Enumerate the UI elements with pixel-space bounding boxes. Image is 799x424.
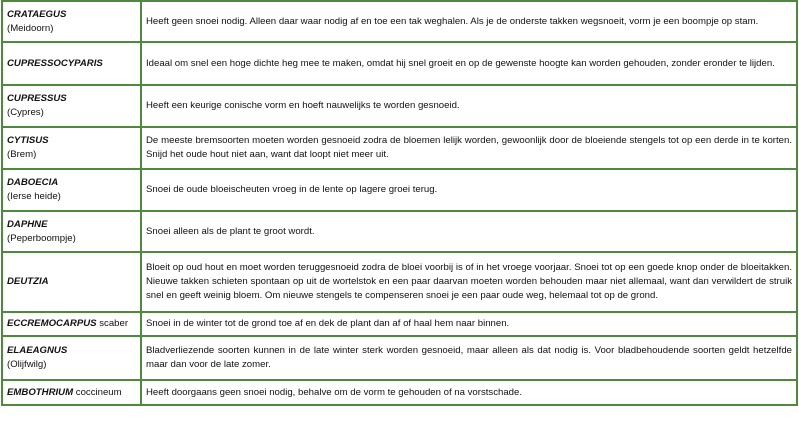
genus-name: ECCREMOCARPUS (7, 318, 97, 329)
table-row (2, 127, 797, 169)
pruning-table-body (2, 1, 797, 405)
genus-name: EMBOTHRIUM (7, 386, 74, 398)
table-row (2, 85, 797, 127)
pruning-description: Snoei in de winter tot de grond toe af en dek de plant dan af of haal hem naar binnen. (141, 312, 797, 336)
genus-name: CYTISUS (7, 135, 49, 146)
plant-name-cell (2, 169, 141, 211)
plant-name-cell (2, 211, 141, 252)
plant-name-cell (2, 312, 141, 336)
plant-name-cell (2, 336, 141, 380)
plant-name-cell (2, 252, 141, 312)
genus-name: DABOECIA (7, 177, 59, 188)
table-row (2, 42, 797, 85)
pruning-description: De meeste bremsoorten moeten worden gesnoeid zodra de bloemen lelijk worden, gewoonlijk door de bloeiende stengels tot op een derde in te korten. Snijd het oude hout niet aan, want dat loopt niet meer uit. (141, 127, 797, 169)
plant-name-cell (2, 85, 141, 127)
pruning-description: Heeft doorgaans geen snoei nodig, behalve om de vorm te gehouden of na vorstschade. (141, 380, 797, 405)
common-name: (Brem) (7, 149, 37, 160)
genus-name: CRATAEGUS (7, 8, 67, 20)
pruning-description: Snoei alleen als de plant te groot wordt. (141, 211, 797, 252)
table-row (2, 252, 797, 312)
table-row (2, 336, 797, 380)
common-name: (Olijfwilg) (7, 359, 47, 370)
species-epithet: scaber (99, 318, 129, 329)
common-name: (Peperboompje) (7, 232, 76, 244)
pruning-description: Heeft een keurige conische vorm en hoeft nauwelijks te worden gesnoeid. (141, 85, 797, 127)
pruning-description: Bladverliezende soorten kunnen in de late winter sterk worden gesnoeid, maar alleen als dat nodig is. Voor bladbehoudende soorten geldt hetzelfde maar dan voor de late zomer. (141, 336, 797, 380)
pruning-description: Snoei de oude bloeischeuten vroeg in de lente op lagere groei terug. (141, 169, 797, 211)
pruning-description: Heeft geen snoei nodig. Alleen daar waar nodig af en toe een tak weghalen. Als je de onderste takken wegsnoeit, vorm je een boompje op stam. (141, 1, 797, 42)
table-row (2, 380, 797, 405)
pruning-description: Bloeit op oud hout en moet worden teruggesnoeid zodra de bloei voorbij is of in het vroege voorjaar. Snoei tot op een goede knop onder de bloeitakken. Nieuwe takken schieten spontaan op uit de wortelstok en een paar daarvan moeten worden behouden maar niet allemaal, want dan verwildert de struik snel en geeft weinig bloem. Om nieuwe stengels te compenseren snoei je een paar oude weg, helemaal tot op de grond. (141, 252, 797, 312)
genus-name: DEUTZIA (7, 276, 49, 287)
table-row (2, 211, 797, 252)
plant-name-cell (2, 380, 141, 405)
pruning-table (1, 0, 798, 406)
plant-name-cell (2, 1, 141, 42)
genus-name: CUPRESSUS (7, 93, 67, 104)
plant-name-cell (2, 127, 141, 169)
table-row (2, 1, 797, 42)
common-name: (Ierse heide) (7, 191, 61, 202)
plant-name-cell (2, 42, 141, 85)
genus-name: DAPHNE (7, 218, 48, 230)
table-row (2, 169, 797, 211)
species-epithet: coccineum (75, 386, 122, 398)
common-name: (Meidoorn) (7, 22, 54, 34)
common-name: (Cypres) (7, 107, 44, 118)
pruning-description: Ideaal om snel een hoge dichte heg mee te maken, omdat hij snel groeit en op de gewenste hoogte kan worden gehouden, zonder eronder te lijden. (141, 42, 797, 85)
genus-name: CUPRESSOCYPARIS (7, 57, 103, 69)
genus-name: ELAEAGNUS (7, 345, 68, 356)
table-row (2, 312, 797, 336)
